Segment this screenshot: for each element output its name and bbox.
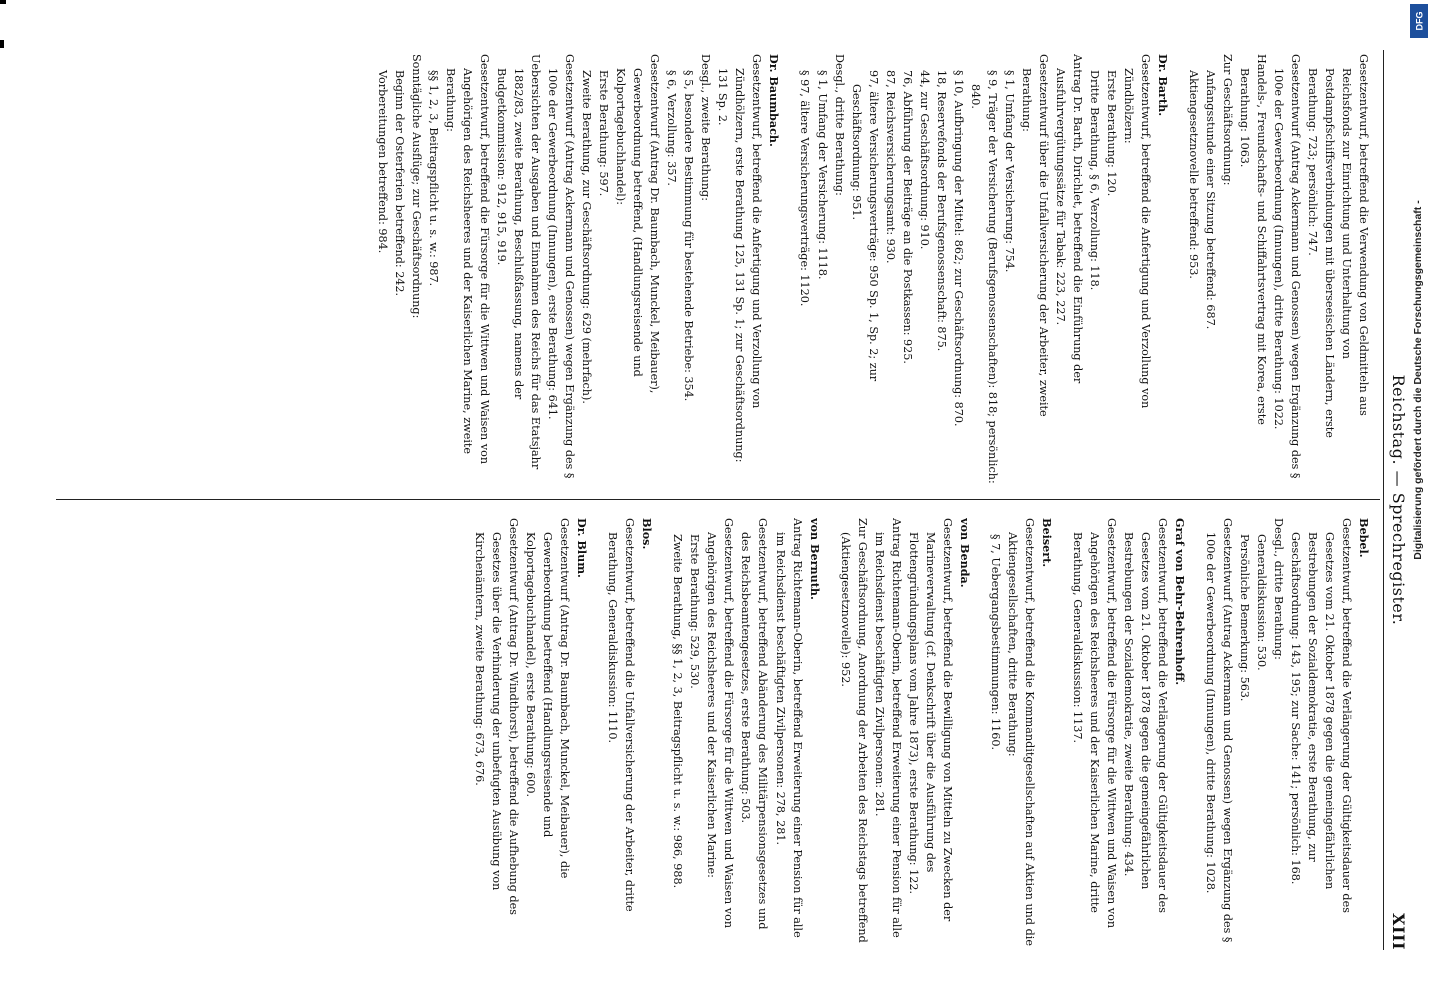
- header-rule: [1383, 50, 1384, 950]
- register-entry: Antrag Dr. Barth, Dirichlet, betreffend die Einführung der Ausfuhrvergütungssätze für Tabak: 223, 227.: [1053, 54, 1084, 384]
- register-entry: Zur Geschäftsordnung:: [1220, 54, 1234, 186]
- register-entry: Desgl., dritte Berathung:: [832, 54, 846, 196]
- register-entry: Desgl., zweite Berathung:: [699, 54, 713, 201]
- register-entry: Gesetzentwurf über die Unfallversicherung der Arbeiter, zweite Berathung:: [1019, 54, 1050, 417]
- sub-entry: Zweite Berathung, §§ 1, 2, 3, Beitragspflicht u. s. w.: 986, 988.: [671, 534, 685, 889]
- sub-entry: 44, zur Geschäftsordnung: 910.: [917, 70, 931, 250]
- register-entry: Gesetzentwurf, betreffend die Unfallversicherung der Arbeiter, dritte Berathung, Generaldiskussion: 1110.: [606, 518, 637, 912]
- sub-entry: § 1, Umfang der Versicherung: 1118.: [815, 70, 829, 280]
- speaker-heading: Graf von Behr-Behrenhoff.: [1172, 518, 1187, 686]
- register-entry: Gesetzentwurf, betreffend die Verlängerung der Gültigkeitsdauer des Gesetzes vom 21. Oktober 1878 gegen die gemeingefährlichen Bestrebungen der Sozialdemokratie, zweite Berathung: 434.: [1121, 518, 1169, 913]
- speaker-heading: Dr. Barth.: [1155, 54, 1170, 117]
- speaker-heading: Beisert.: [1039, 518, 1054, 568]
- scan-speck: [0, 0, 6, 4]
- sub-entry: Erste Berathung: 529, 530.: [688, 534, 702, 689]
- register-entry: Gesetzentwurf (Antrag Ackermann und Genossen) wegen Ergänzung des § 100e der Gewerbeordnung (Innungen), dritte Berathung: 1022.: [1271, 54, 1302, 479]
- register-entry: Desgl., dritte Berathung:: [1271, 518, 1285, 660]
- speaker-heading: Bebel.: [1357, 518, 1371, 558]
- sub-entry: § 5, besondere Bestimmung für bestehende Betriebe: 354.: [682, 70, 696, 402]
- speaker-heading: von Benda.: [957, 518, 972, 588]
- register-entry: Gesetzentwurf, betreffend die Kommanditgesellschaften auf Aktien und die Aktiengesellschaften, dritte Berathung:: [1005, 518, 1036, 946]
- register-entry: Handels-, Freundschafts- und Schiffahrtsvertrag mit Korea, erste Berathung: 1063.: [1237, 54, 1268, 425]
- register-entry: Gesetzentwurf, betreffend die Fürsorge für die Wittwen und Waisen von Angehörigen des Reichsheeres und der Kaiserlichen Marine, dritte Berathung, Generaldiskussion: 1137.: [1070, 518, 1118, 929]
- page-number: XIII: [1389, 913, 1408, 950]
- sub-entry: § 9, Träger der Versicherung (Berufsgenossenschaften): 818; persönlich: 840.: [968, 70, 999, 484]
- sub-entry: 76, Abführung der Beiträge an die Postkassen: 925.: [900, 70, 914, 364]
- register-entry: Zur Geschäftsordnung, Anordnung der Arbeiten des Reichstags betreffend (Aktiengesetznovelle): 952.: [838, 518, 869, 943]
- sub-entry: Erste Berathung: 597.: [597, 70, 611, 197]
- register-entry: Gesetzentwurf, betreffend die Fürsorge für die Wittwen und Waisen von Angehörigen des Reichsheeres und der Kaiserlichen Marine:: [705, 518, 736, 929]
- sub-entry: Aktiengesetznovelle betreffend: 953.: [1186, 70, 1200, 279]
- register-entry: Gesetzentwurf (Antrag Dr. Windthorst), betreffend die Aufhebung des Gesetzes über die Verhinderung der unbefugten Ausübung von Kirchenämtern, zweite Berathung: 673, 676.: [473, 518, 521, 916]
- register-entry: Gesetzentwurf (Antrag Dr. Baumbach, Munckel, Meibauer), Gewerbeordnung betreffend, (Handlungsreisende und Kolportagebuchhandel):: [614, 54, 662, 394]
- sub-entry: Beginn der Osterferien betreffend: 242.: [393, 70, 407, 297]
- register-entry: Antrag Richtemann-Oberin, betreffend Erweiterung einer Pension für alle im Reichsdienst beschäftigten Zivilpersonen: 278, 281.: [773, 518, 804, 938]
- register-entry: Uebersichten der Ausgaben und Einnahmen des Reichs für das Etatsjahr 1882/83, zweite Berathung, Beschlußfassung, namens der Budgetkommission: 912, 915, 919.: [495, 54, 543, 470]
- register-entry: Gesetzentwurf, betreffend Abänderung des Militärpensionsgesetzes und des Reichsbeamtengesetzes, erste Berathung: 503.: [739, 518, 770, 930]
- register-entry: Sonntägliche Ausflüge; zur Geschäftsordnung:: [410, 54, 424, 319]
- sub-entry: § 7, Uebergangsbestimmungen: 1160.: [988, 534, 1002, 751]
- sub-entry: § 10, Aufbringung der Mittel: 862; zur Geschäftsordnung: 870.: [951, 70, 965, 427]
- scan-speck: [0, 40, 4, 48]
- sub-entry: Erste Berathung: 120.: [1104, 70, 1118, 197]
- sub-entry: Anfangsstunde einer Sitzung betreffend: 687.: [1203, 70, 1217, 330]
- register-entry: Gesetzentwurf, betreffend die Anfertigung und Verzollung von Zündhölzern, erste Berathung 125, 131 Sp. 1; zur Geschäftsordnung: 131 Sp. 2.: [716, 54, 764, 463]
- sub-entry: §§ 1, 2, 3, Beitragspflicht u. s. w.: 987.: [427, 70, 441, 287]
- speaker-heading: Blos.: [640, 518, 655, 550]
- left-column: [56, 54, 1372, 484]
- register-entry: Antrag Richtemann-Oberin, betreffend Erweiterung einer Pension für alle im Reichsdienst beschäftigten Zivilpersonen: 281.: [872, 518, 903, 938]
- right-column: [56, 518, 1372, 948]
- dfg-sidebar: [1410, 10, 1426, 750]
- column-divider: [56, 499, 1380, 500]
- sub-entry: § 1, Umfang der Versicherung: 754.: [1002, 70, 1016, 273]
- sub-entry: § 6, Verzollung: 357.: [665, 70, 679, 186]
- sub-entry: Generaldiskussion: 530.: [1254, 534, 1268, 671]
- running-head: [1386, 50, 1408, 950]
- register-entry: Gesetzentwurf (Antrag Ackermann und Genossen) wegen Ergänzung des § 100e der Gewerbeordnung (Innungen), erste Berathung: 641.: [546, 54, 577, 479]
- sub-entry: 87, Reichsversicherungsamt: 930.: [883, 70, 897, 264]
- register-entry: Gesetzentwurf, betreffend die Bewilligung von Mitteln zu Zwecken der Marineverwaltung (cf. Denkschrift über die Ausführung des Flottengründungsplans vom Jahre 1873), erste Berathung: 122.: [906, 518, 954, 922]
- sub-entry: Dritte Berathung, § 6, Verzollung: 118.: [1087, 70, 1101, 291]
- sub-entry: 97, ältere Versicherungsverträge: 950 Sp. 1, Sp. 2; zur Geschäftsordnung: 951.: [849, 70, 880, 382]
- speaker-heading: von Bernuth.: [807, 518, 822, 600]
- dfg-logo-icon: [1410, 4, 1428, 38]
- dfg-logo-text: DFG: [1414, 11, 1424, 31]
- sub-entry: Zweite Berathung, zur Geschäftsordnung: 629 (mehrfach).: [580, 70, 594, 404]
- scanned-page: [16, 20, 1416, 980]
- register-entry: Gesetzentwurf, betreffend die Verwendung von Geldmitteln aus Reichsfonds zur Einrichtung und Unterhaltung von Postdampfschiffsverbindungen mit überseeischen Ländern, erste Berathung: 723; persönlich: 747.: [1305, 54, 1370, 438]
- register-entry: Gesetzentwurf (Antrag Ackermann und Genossen) wegen Ergänzung des § 100e der Gewerbeordnung (Innungen), dritte Berathung: 1028.: [1203, 518, 1234, 943]
- register-entry: Gesetzentwurf (Antrag Dr. Baumbach, Munckel, Meibauer), die Gewerbeordnung betreffend (Handlungsreisende und Kolportagebuchhandel), erste Berathung: 600.: [524, 518, 572, 879]
- sub-entry: § 97, ältere Versicherungsverträge: 1120.: [798, 70, 812, 307]
- dfg-credit-text: Digitalisierung gefördert durch die Deutsche Forschungsgemeinschaft -: [1412, 200, 1424, 560]
- register-entry: Gesetzentwurf, betreffend die Anfertigung und Verzollung von Zündhölzern:: [1121, 54, 1152, 409]
- sub-entry: Persönliche Bemerkung: 563.: [1237, 534, 1251, 702]
- speaker-heading: Dr. Baumbach.: [767, 54, 782, 147]
- sub-entry: 18, Reservefonds der Berufsgenossenschaft: 875.: [934, 70, 948, 352]
- sub-entry: Vorbereitungen betreffend: 984.: [376, 70, 390, 254]
- speaker-heading: Dr. Blum.: [575, 518, 590, 578]
- register-entry: Gesetzentwurf, betreffend die Verlängerung der Gültigkeitsdauer des Gesetzes vom 21. Oktober 1878 gegen die gemeingefährlichen Bestrebungen der Sozialdemokratie, erste Berathung, zur Geschäftsordnung: 143, 195; zur Sache: 141; persönlich: 168.: [1288, 518, 1353, 913]
- running-head-title: Reichstag. — Sprechregister.: [1389, 374, 1408, 626]
- register-entry: Gesetzentwurf, betreffend die Fürsorge für die Wittwen und Waisen von Angehörigen des Reichsheeres und der Kaiserlichen Marine, zweite Berathung:: [444, 54, 492, 465]
